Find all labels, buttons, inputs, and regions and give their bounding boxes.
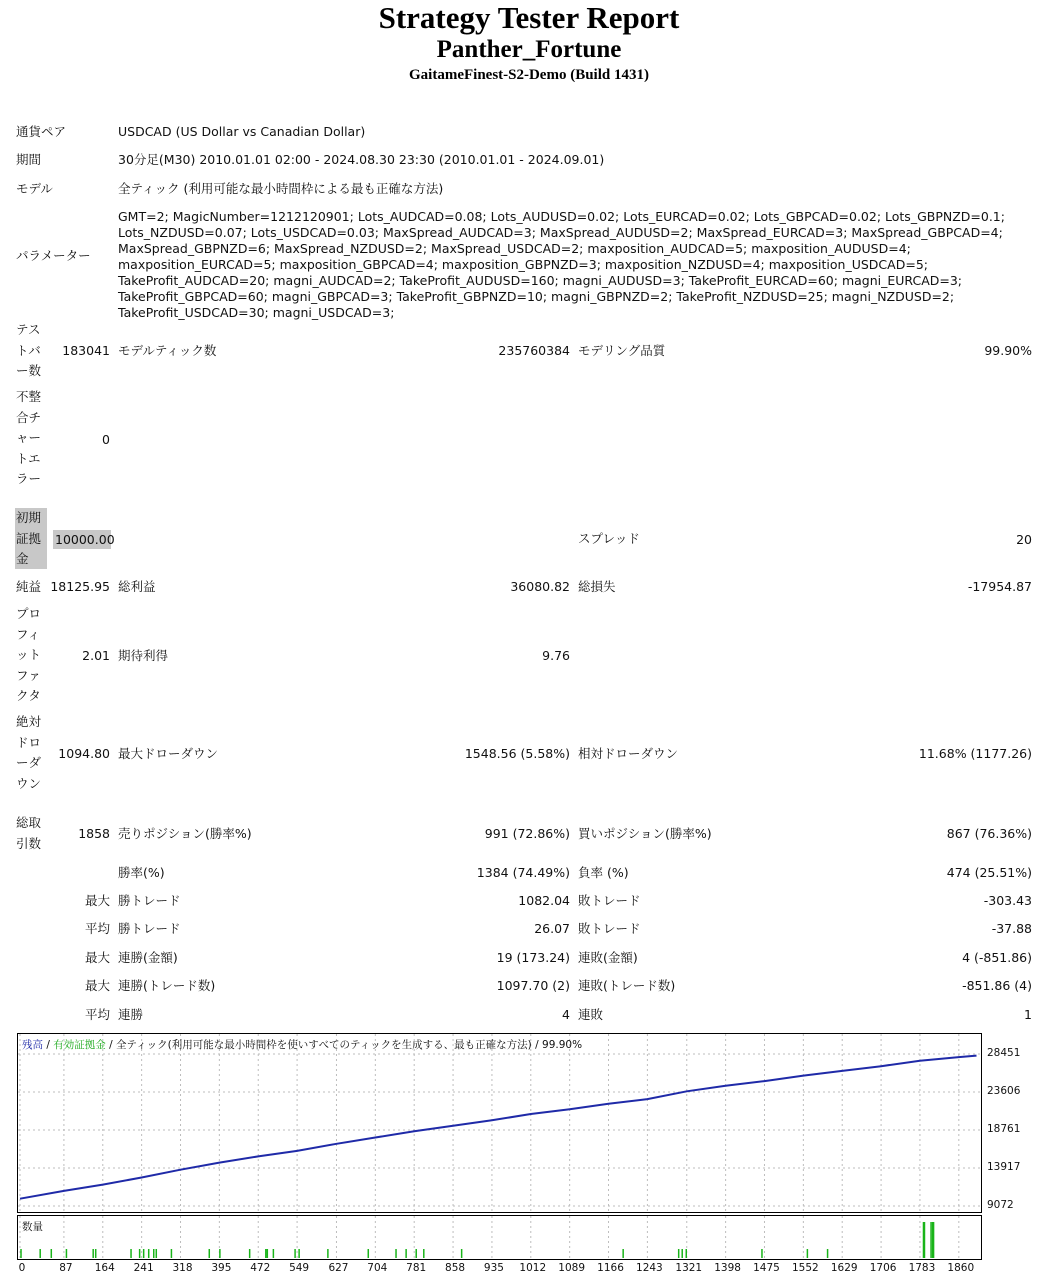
mismatch-label: 不整合チャートエラー (16, 389, 42, 486)
legend-equity: 有効証拠金 (53, 1039, 106, 1051)
max-consec-profit-value: 1097.70 (2) (496, 978, 570, 993)
ticks-label: モデルティック数 (118, 343, 217, 358)
rel-dd-value: 11.68% (1177.26) (918, 746, 1032, 761)
max-dd-label: 最大ドローダウン (118, 746, 219, 761)
volume-label: 数量 (22, 1221, 43, 1233)
loss-rate-value: 474 (25.51%) (946, 865, 1032, 880)
balance-chart (17, 1033, 982, 1213)
y-tick-label: 9072 (987, 1199, 1014, 1211)
x-tick-label: 858 (445, 1262, 466, 1274)
net-value: 18125.95 (50, 579, 110, 594)
rel-dd-label: 相対ドローダウン (578, 746, 679, 761)
max-consec2-prefix: 最大 (84, 978, 110, 993)
win-rate-value: 1384 (74.49%) (476, 865, 570, 880)
x-tick-label: 549 (289, 1262, 310, 1274)
max-consec-loss2-label: 連敗(トレード数) (578, 978, 676, 993)
avg-consec-win-value: 4 (562, 1007, 570, 1022)
x-tick-label: 781 (406, 1262, 427, 1274)
payoff-value: 9.76 (542, 648, 570, 663)
gross-profit-label: 総利益 (118, 579, 156, 594)
x-tick-label: 704 (367, 1262, 388, 1274)
avg-win-value: 26.07 (534, 921, 570, 936)
avg-consec-loss-value: 1 (1024, 1007, 1032, 1022)
x-tick-label: 1552 (791, 1262, 819, 1274)
mismatch-value: 0 (102, 432, 110, 447)
quality-value: 99.90% (984, 343, 1032, 358)
max-consec-win-label: 連勝(金額) (118, 950, 178, 965)
x-tick-label: 1012 (519, 1262, 547, 1274)
x-tick-label: 1243 (636, 1262, 663, 1274)
x-tick-label: 0 (18, 1262, 26, 1274)
max-consec-loss-value: 4 (-851.86) (962, 950, 1032, 965)
x-tick-label: 1089 (558, 1262, 586, 1274)
long-label: 買いポジション(勝率%) (578, 826, 712, 841)
gross-loss-label: 総損失 (578, 579, 616, 594)
max-consec-prefix: 最大 (84, 950, 110, 965)
x-tick-label: 1629 (830, 1262, 858, 1274)
x-tick-label: 87 (59, 1262, 73, 1274)
net-label: 純益 (16, 579, 42, 594)
model-value: 全ティック (利用可能な最小時間枠による最も正確な方法) (118, 181, 444, 196)
max-consec-loss-label: 連敗(金額) (578, 950, 638, 965)
x-tick-label: 1398 (714, 1262, 741, 1274)
max-dd-value: 1548.56 (5.58%) (464, 746, 570, 761)
deposit-value: 10000.00 (55, 532, 115, 547)
report-title: Strategy Tester Report (378, 0, 680, 35)
symbol-value: USDCAD (US Dollar vs Canadian Dollar) (118, 124, 366, 139)
deposit-label: 初期証拠金 (16, 510, 42, 566)
x-tick-label: 318 (172, 1262, 193, 1274)
x-tick-label: 1860 (947, 1262, 975, 1274)
x-tick-label: 1166 (597, 1262, 624, 1274)
x-tick-label: 164 (94, 1262, 115, 1274)
win-rate-label: 勝率(%) (118, 865, 165, 880)
period-label: 期間 (16, 152, 42, 167)
volume-chart-svg (18, 1216, 981, 1259)
average-prefix: 平均 (84, 921, 110, 936)
legend-model: 全ティック(利用可能な最小時間枠を使いすべてのティックを生成する、最も正確な方法) (115, 1039, 532, 1051)
params-label: パラメーター (16, 248, 91, 263)
x-tick-label: 1321 (675, 1262, 703, 1274)
trades-value: 1858 (78, 826, 110, 841)
x-tick-label: 1475 (753, 1262, 780, 1274)
period-value: 30分足(M30) 2010.01.01 02:00 - 2024.08.30 23:30 (2010.01.01 - 2024.09.01) (118, 152, 605, 167)
bars-label: テストバー数 (16, 322, 42, 378)
short-value: 991 (72.86%) (484, 826, 570, 841)
short-label: 売りポジション(勝率%) (118, 826, 252, 841)
abs-dd-label: 絶対ドローダウン (16, 714, 42, 791)
y-tick-label: 13917 (987, 1160, 1021, 1173)
balance-chart-svg (18, 1034, 981, 1212)
x-tick-label: 935 (483, 1262, 504, 1274)
ticks-value: 235760384 (498, 343, 570, 358)
loss-rate-label: 負率 (%) (578, 865, 629, 880)
x-tick-label: 395 (211, 1262, 232, 1274)
symbol-label: 通貨ペア (16, 124, 67, 139)
server-build: GaitameFinest-S2-Demo (Build 1431) (409, 67, 649, 83)
avg-consec-prefix: 平均 (84, 1007, 110, 1022)
abs-dd-value: 1094.80 (58, 746, 110, 761)
max-consec-profit-label: 連勝(トレード数) (118, 978, 216, 993)
y-tick-label: 18761 (987, 1123, 1021, 1135)
bars-value: 183041 (62, 343, 110, 358)
avg-win-label: 勝トレード (118, 921, 181, 936)
balance-line (20, 1056, 977, 1199)
x-tick-label: 1783 (908, 1262, 936, 1274)
payoff-label: 期待利得 (118, 648, 169, 663)
max-consec-win-value: 19 (173.24) (496, 950, 570, 965)
avg-consec-loss-label: 連敗 (578, 1007, 604, 1022)
x-tick-label: 472 (250, 1262, 271, 1274)
volume-chart (17, 1215, 982, 1260)
legend-quality: 99.90% (542, 1039, 583, 1051)
y-tick-label: 23606 (987, 1085, 1021, 1097)
gross-profit-value: 36080.82 (510, 579, 570, 594)
chart-legend: 残高 / 有効証拠金 / 全ティック(利用可能な最小時間枠を使いすべてのティックを生成する、最も正確な方法) / 99.90% (22, 1039, 583, 1051)
y-tick-label: 28451 (987, 1047, 1021, 1059)
largest-prefix: 最大 (84, 893, 110, 908)
pf-label: プロフィットファクタ (16, 606, 42, 703)
avg-loss-label: 敗トレード (578, 921, 641, 936)
ea-name: Panther_Fortune (436, 36, 622, 63)
model-label: モデル (16, 181, 53, 196)
params-value: GMT=2; MagicNumber=1212120901; Lots_AUDCAD=0.08; Lots_AUDUSD=0.02; Lots_EURCAD=0.02; Lots_GBPCAD=0.02; Lots_GBPNZD=0.1; Lots_NZDUSD=0.07; Lots_USDCAD=0.03; MaxSpread_AUDCAD=3; MaxSpread_AUDUSD=2; MaxSpread_EURCAD=3; MaxSpread_GBPCAD=4; MaxSpread_GBPNZD=6; MaxSpread_NZDUSD=2; MaxSpread_USDCAD=2; maxposition_AUDCAD=5; maxposition_AUDUSD=4; maxposition_EURCAD=5; maxposition_GBPCAD=4; maxposition_GBPNZD=3; maxposition_NZDUSD=4; maxposition_USDCAD=5; TakeProfit_AUDCAD=20; magni_AUDCAD=2; TakeProfit_AUDUSD=160; magni_AUDUSD=3; TakeProfit_EURCAD=60; magni_EURCAD=3; TakeProfit_GBPCAD=60; magni_GBPCAD=3; TakeProfit_GBPNZD=10; magni_GBPNZD=2; TakeProfit_NZDUSD=25; magni_NZDUSD=2; TakeProfit_USDCAD=30; magni_USDCAD=3; (118, 209, 1005, 320)
avg-loss-value: -37.88 (991, 921, 1032, 936)
x-tick-label: 1706 (869, 1262, 897, 1274)
spread-value: 20 (1016, 532, 1032, 547)
largest-win-label: 勝トレード (118, 893, 181, 908)
quality-label: モデリング品質 (578, 343, 666, 358)
largest-win-value: 1082.04 (518, 893, 570, 908)
max-consec-loss2-value: -851.86 (4) (962, 978, 1032, 993)
gross-loss-value: -17954.87 (967, 579, 1032, 594)
x-tick-label: 241 (133, 1262, 154, 1274)
x-tick-label: 627 (328, 1262, 349, 1274)
long-value: 867 (76.36%) (946, 826, 1032, 841)
trades-label: 総取引数 (16, 815, 42, 851)
legend-balance: 残高 (22, 1039, 43, 1051)
pf-value: 2.01 (82, 648, 110, 663)
largest-loss-value: -303.43 (983, 893, 1032, 908)
largest-loss-label: 敗トレード (578, 893, 641, 908)
avg-consec-win-label: 連勝 (118, 1007, 144, 1022)
spread-label: スプレッド (578, 531, 640, 546)
